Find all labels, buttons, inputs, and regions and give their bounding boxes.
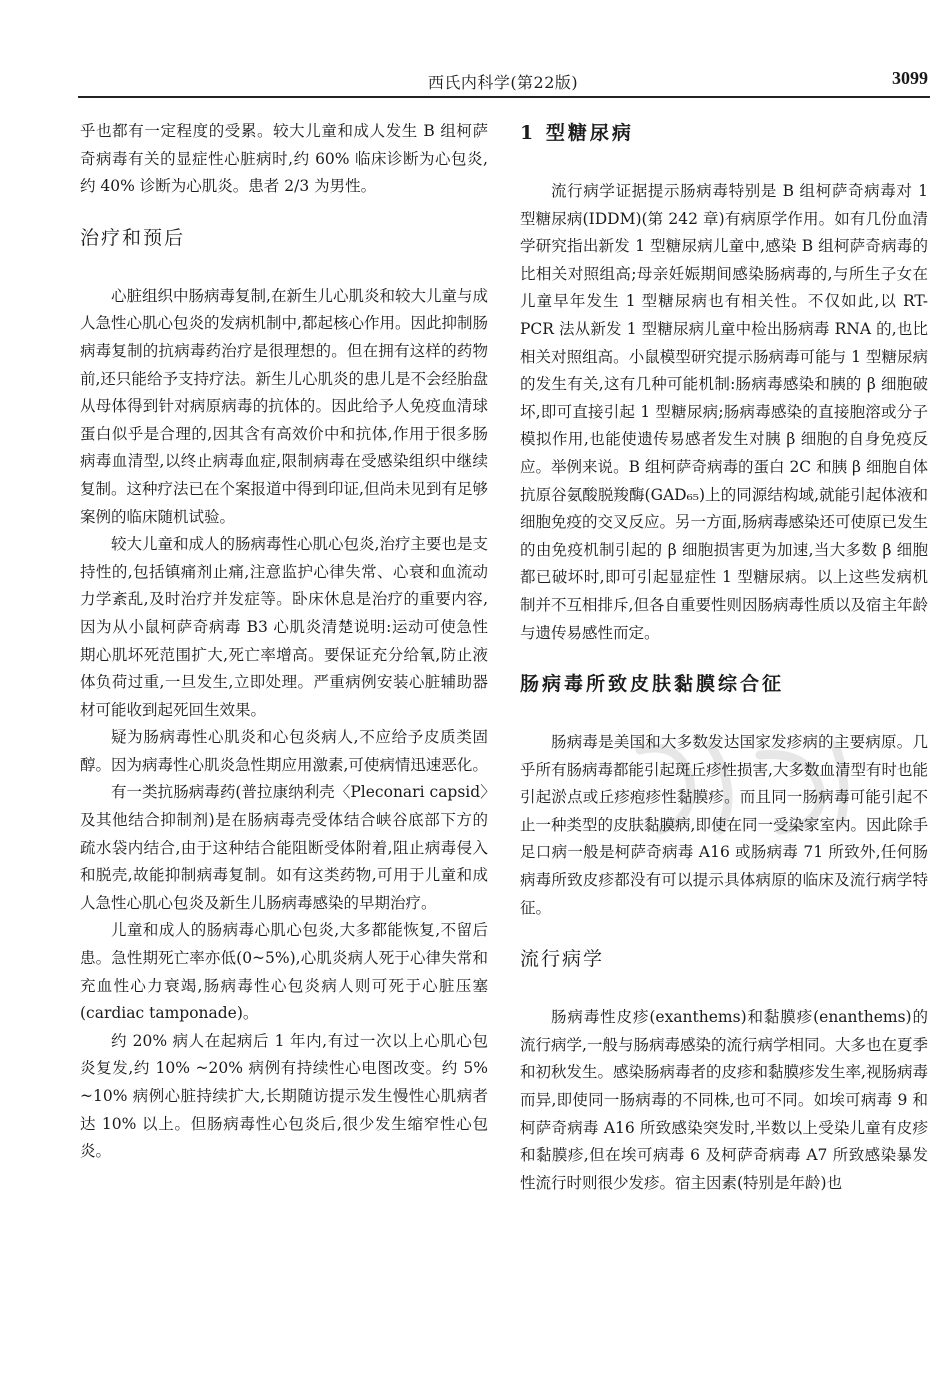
section-title-treatment: 治疗和预后 [80,226,186,249]
right-column [520,118,928,1197]
paragraph: 流行病学证据提示肠病毒特别是 B 组柯萨奇病毒对 1 型糖尿病(IDDM)(第 242 章)有病原学作用。如有几份血清学研究指出新发 1 型糖尿病儿童中,感染 B 组柯萨奇病毒的比相关对照组高;母亲妊娠期间感染肠病毒的,与所生子女在儿童早年发生 1 型糖尿病也有相关性。不仅如此,以 RT-PCR 法从新发 1 型糖尿病儿童中检出肠病毒 RNA 的,也比相关对照组高。小鼠模型研究提示肠病毒可能与 1 型糖尿病的发生有关,这有几种可能机制:肠病毒感染和胰的 β 细胞破坏,即可直接引起 1 型糖尿病;肠病毒感染的直接胞溶或分子模拟作用,也能使遗传易感者发生对胰 β 细胞的自身免疫反应。举例来说。B 组柯萨奇病毒的蛋白 2C 和胰 β 细胞自体抗原谷氨酸脱羧酶(GAD₆₅)上的同源结构域,就能引起体液和细胞免疫的交叉反应。另一方面,肠病毒感染还可使原已发生的由免疫机制引起的 β 细胞损害更为加速,当大多数 β 细胞都已破坏时,即可引起显症性 1 型糖尿病。以上这些发病机制并不互相排斥,但各自重要性则因肠病毒性质以及宿主年龄与遗传易感性而定。 [520,182,928,642]
section-title-mucocutaneous: 肠病毒所致皮肤黏膜综合征 [520,673,785,696]
section-title-type1-diabetes: 1 型糖尿病 [520,122,634,144]
paragraph: 约 20% 病人在起病后 1 年内,有过一次以上心肌心包炎复发,约 10% ~20% 病例有持续性心电图改变。约 5% ~10% 病例心脏持续扩大,长期随访提示发生慢性心肌病者达 10% 以上。但肠病毒性心包炎后,很少发生缩窄性心包炎。 [80,1031,488,1161]
paragraph: 肠病毒性皮疹(exanthems)和黏膜疹(enanthems)的流行病学,一般与肠病毒感染的流行病学相同。大多也在夏季和初秋发生。感染肠病毒者的皮疹和黏膜疹发生率,视肠病毒而异,即使同一肠病毒的不同株,也可不同。如埃可病毒 9 和柯萨奇病毒 A16 所致感染突发时,半数以上受染儿童有皮疹和黏膜疹,但在埃可病毒 6 及柯萨奇病毒 A7 所致感染暴发性流行时则很少发疹。宿主因素(特别是年龄)也 [520,1008,928,1192]
paragraph: 心脏组织中肠病毒复制,在新生儿心肌炎和较大儿童与成人急性心肌心包炎的发病机制中,都起核心作用。因此抑制肠病毒复制的抗病毒药治疗是很理想的。但在拥有这样的药物前,还只能给予支持疗法。新生儿心肌炎的患儿是不会经胎盘从母体得到针对病原病毒的抗体的。因此给予人免疫血清球蛋白似乎是合理的,因其含有高效价中和抗体,作用于很多肠病毒血清型,以终止病毒血症,限制病毒在受感染组织中继续复制。这种疗法已在个案报道中得到印证,但尚未见到有足够案例的临床随机试验。 [80,286,488,526]
paragraph: 疑为肠病毒性心肌炎和心包炎病人,不应给予皮质类固醇。因为病毒性心肌炎急性期应用激素,可使病情迅速恶化。 [80,728,488,774]
paragraph: 肠病毒是美国和大多数发达国家发疹病的主要病原。几乎所有肠病毒都能引起斑丘疹性损害,大多数血清型有时也能引起淤点或丘疹疱疹性黏膜疹。而且同一肠病毒可能引起不止一种类型的皮肤黏膜病,即使在同一受染家室内。因此除手足口病一般是柯萨奇病毒 A16 或肠病毒 71 所致外,任何肠病毒所致皮疹都没有可以提示具体病原的临床及流行病学特征。 [520,733,928,917]
page-number: 3099 [892,68,928,88]
paragraph: 有一类抗肠病毒药(普拉康纳利壳〈Pleconari capsid〉及其他结合抑制剂)是在肠病毒壳受体结合峡谷底部下方的疏水袋内结合,由于这种结合能阻断受体附着,阻止病毒侵入和脱壳,故能抑制病毒复制。如有这类药物,可用于儿童和成人急性心肌心包炎及新生儿肠病毒感染的早期治疗。 [80,783,488,912]
paragraph: 儿童和成人的肠病毒心肌心包炎,大多都能恢复,不留后患。急性期死亡率亦低(0~5%),心肌炎病人死于心律失常和充血性心力衰竭,肠病毒性心包炎病人则可死于心脏压塞(cardiac tamponade)。 [80,921,488,1023]
left-column [80,118,488,1166]
paragraph: 较大儿童和成人的肠病毒性心肌心包炎,治疗主要也是支持性的,包括镇痛剂止痛,注意监护心律失常、心衰和血流动力学紊乱,及时治疗并发症等。卧床休息是治疗的重要内容,因为从小鼠柯萨奇病毒 B3 心肌炎清楚说明:运动可使急性期心肌坏死范围扩大,死亡率增高。要保证充分给氧,防止液体负荷过重,一旦发生,立即处理。严重病例安装心脏辅助器材可能收到起死回生效果。 [80,535,488,719]
intro-paragraph: 乎也都有一定程度的受累。较大儿童和成人发生 B 组柯萨奇病毒有关的显症性心脏病时,约 60% 临床诊断为心包炎,约 40% 诊断为心肌炎。患者 2/3 为男性。 [80,122,488,196]
section-title-epidemiology: 流行病学 [520,948,605,971]
page-header [78,68,928,94]
header-rule [78,96,930,98]
running-title: 西氏内科学(第22版) [427,73,579,92]
